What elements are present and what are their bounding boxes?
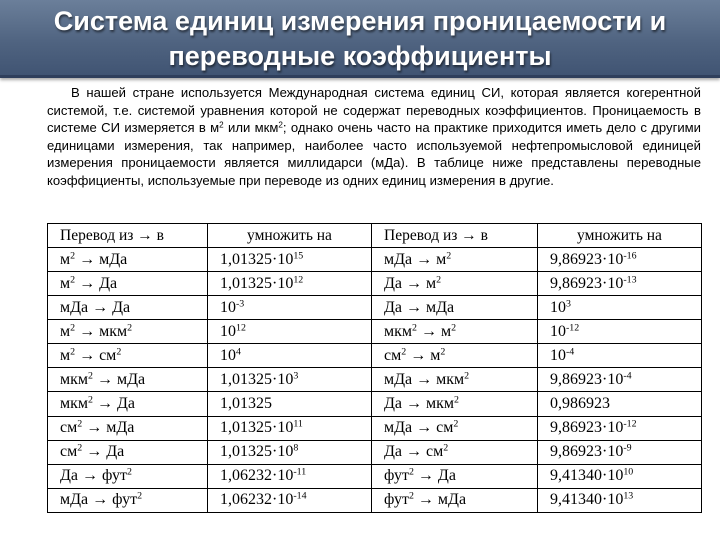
table-row — [48, 272, 702, 296]
table-row — [48, 320, 702, 344]
conversion-from-to-left: мкм$^2$ → Да — [48, 392, 208, 416]
slide-title — [0, 4, 720, 74]
multiplier-right: $10^{-12}$ — [538, 320, 702, 344]
header-from-to-left: Перевод из → в — [48, 224, 208, 248]
conversion-from-to-left: $см^2$ → Да — [48, 440, 208, 464]
conversion-table — [47, 223, 702, 513]
multiplier-right: $10^{-4}$ — [538, 344, 702, 368]
table-row — [48, 296, 702, 320]
table-row — [48, 440, 702, 464]
table-row — [48, 368, 702, 392]
intro-text-2: или мкм — [223, 120, 279, 135]
table-row — [48, 416, 702, 440]
multiplier-left: $1,06232\cdot 10^{-11}$ — [208, 464, 372, 488]
multiplier-right: $10^3$ — [538, 296, 702, 320]
multiplier-right: $9,86923\cdot 10^{-9}$ — [538, 440, 702, 464]
multiplier-left: $1,01325\cdot 10^{12}$ — [208, 272, 372, 296]
intro-paragraph — [47, 84, 701, 189]
multiplier-right: $9,86923\cdot 10^{-4}$ — [538, 368, 702, 392]
conversion-from-to-left: $м^2 \to см^2$ — [48, 344, 208, 368]
title-bar — [0, 0, 720, 78]
conversion-from-to-left: $м^2$ → Да — [48, 272, 208, 296]
intro-text-3: ; однако очень часто на практике приходится иметь дело с другими единицами измерения, так например, наиболее часто используемой нефтепромысловой единицей измерения проницаемости является миллидарси (мДа). В таблице ниже представлены переводные коэффициенты, используемые при переводе из одних единиц измерения в другие. — [47, 120, 701, 188]
table-row — [48, 344, 702, 368]
multiplier-left: $10^{-3}$ — [208, 296, 372, 320]
multiplier-right: $9,86923\cdot 10^{-16}$ — [538, 248, 702, 272]
conversion-from-to-left: мкм$^2$ → мДа — [48, 368, 208, 392]
conversion-from-to-left: $м^2 \to мкм^2$ — [48, 320, 208, 344]
conversion-from-to-right: мДа → $см^2$ — [372, 416, 538, 440]
intro-sup-2: 2 — [278, 120, 283, 130]
table-row — [48, 464, 702, 488]
conversion-from-to-left: Да → фут$^2$ — [48, 464, 208, 488]
multiplier-right: 0,986923 — [538, 392, 702, 416]
table-body — [48, 248, 702, 513]
multiplier-right: $9,41340\cdot 10^{13}$ — [538, 488, 702, 512]
multiplier-left: $1,01325\cdot 10^{11}$ — [208, 416, 372, 440]
conversion-from-to-right: мДа → $м^2$ — [372, 248, 538, 272]
conversion-from-to-right: фут$^2$ → мДа — [372, 488, 538, 512]
conversion-from-to-left: мДа → фут$^2$ — [48, 488, 208, 512]
multiplier-left: $1,01325\cdot 10^{15}$ — [208, 248, 372, 272]
intro-sup-1: 2 — [219, 120, 224, 130]
multiplier-right: $9,86923\cdot 10^{-12}$ — [538, 416, 702, 440]
title-line-1: Система единиц измерения проницаемости и — [53, 6, 667, 36]
table-row — [48, 248, 702, 272]
multiplier-left: $1,06232\cdot 10^{-14}$ — [208, 488, 372, 512]
multiplier-left: $1,01325\cdot 10^3$ — [208, 368, 372, 392]
table-header-row — [48, 224, 702, 248]
conversion-from-to-right: Да → $см^2$ — [372, 440, 538, 464]
multiplier-left: $10^4$ — [208, 344, 372, 368]
intro-text-1: В нашей стране используется Международная система единиц СИ, которая является когерентной системой, т.е. системой уравнения которой не содержат переводных коэффициентов. Проницаемость в системе СИ измеряется в м — [47, 85, 701, 135]
conversion-from-to-right: Да → мДа — [372, 296, 538, 320]
header-multiply-right: умножить на — [538, 224, 702, 248]
table-row — [48, 488, 702, 512]
conversion-from-to-right: мДа → мкм$^2$ — [372, 368, 538, 392]
header-from-to-right: Перевод из → в — [372, 224, 538, 248]
title-line-2: переводные коэффициенты — [168, 41, 552, 71]
multiplier-left: $1,01325\cdot 10^8$ — [208, 440, 372, 464]
header-multiply-left: умножить на — [208, 224, 372, 248]
multiplier-right: $9,86923\cdot 10^{-13}$ — [538, 272, 702, 296]
multiplier-left: $10^{12}$ — [208, 320, 372, 344]
conversion-from-to-right: Да → мкм$^2$ — [372, 392, 538, 416]
conversion-from-to-right: фут$^2$ → Да — [372, 464, 538, 488]
conversion-from-to-right: $см^2 \to м^2$ — [372, 344, 538, 368]
conversion-from-to-left: мДа → Да — [48, 296, 208, 320]
conversion-from-to-left: $м^2$ → мДа — [48, 248, 208, 272]
conversion-from-to-left: $см^2$ → мДа — [48, 416, 208, 440]
table-row — [48, 392, 702, 416]
conversion-from-to-right: Да → $м^2$ — [372, 272, 538, 296]
conversion-from-to-right: $мкм^2 \to м^2$ — [372, 320, 538, 344]
multiplier-right: $9,41340\cdot 10^{10}$ — [538, 464, 702, 488]
multiplier-left: 1,01325 — [208, 392, 372, 416]
